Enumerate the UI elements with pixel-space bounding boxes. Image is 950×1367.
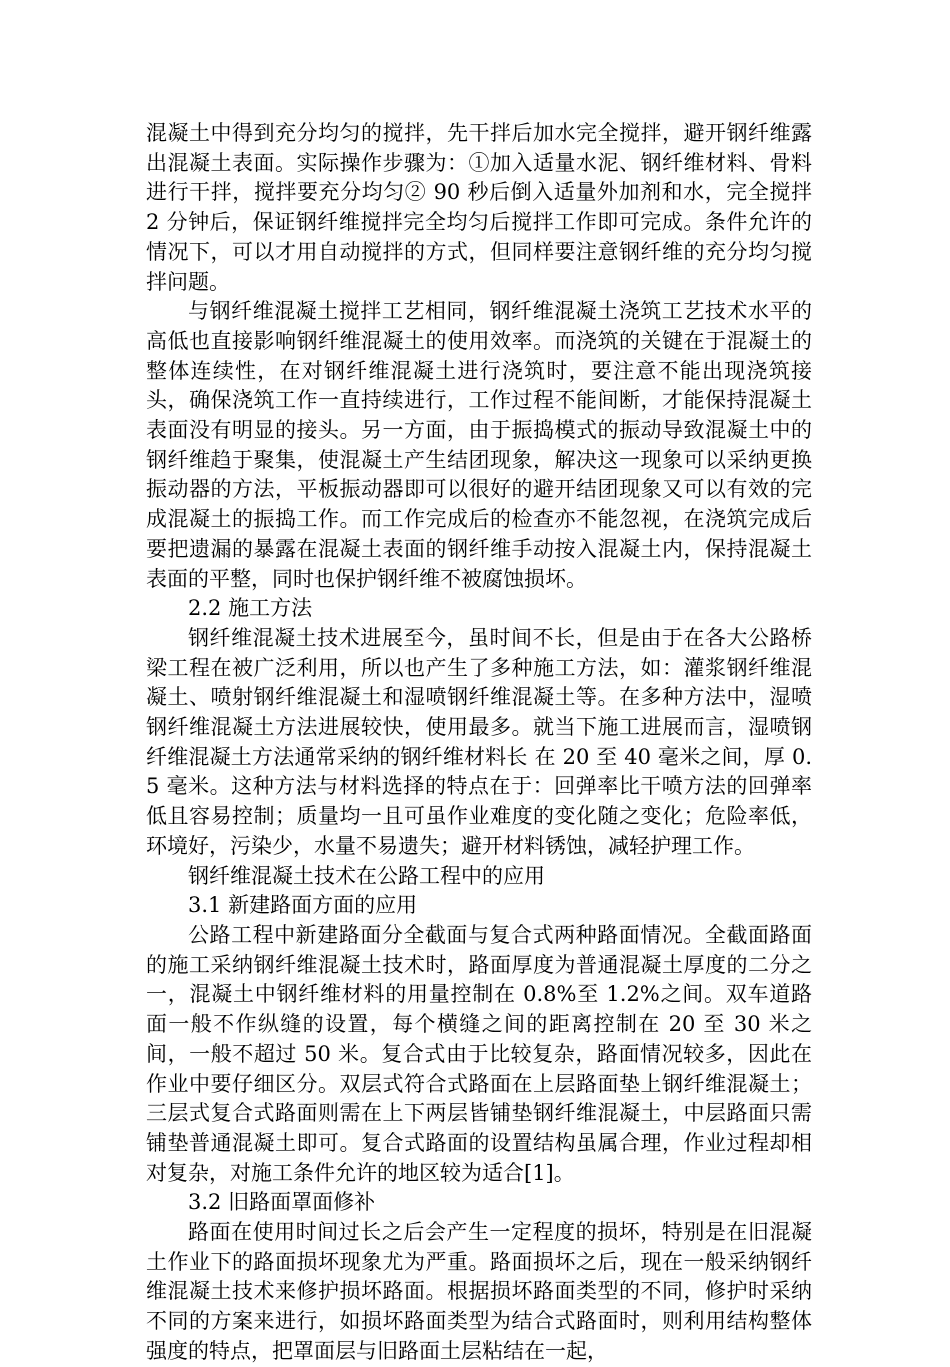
heading-2-2-construction-methods: 2.2 施工方法 — [188, 596, 313, 621]
paragraph-new-pavement: 公路工程中新建路面分全截面与复合式两种路面情况。全截面路面的施工采纳钢纤维混凝土技术时，路面厚度为普通混凝土厚度的二分之一，混凝土中钢纤维材料的用量控制在 0.8%至 1.2%之间。双车道路面一般不作纵缝的设置，每个横缝之间的距离控制在 20 至 30 米之间，一般不超过 50 米。复合式由于比较复杂，路面情况较多，因此在作业中要仔细区分。双层式符合式路面在上层路面垫上钢纤维混凝土；三层式复合式路面则需在上下两层皆铺垫钢纤维混凝土，中层路面只需铺垫普通混凝土即可。复合式路面的设置结构虽属合理，作业过程却相对复杂，对施工条件允许的地区较为适合[1]。 — [146, 922, 812, 1185]
heading-3-application: 钢纤维混凝土技术在公路工程中的应用 — [188, 863, 545, 888]
paragraph-construction-methods: 钢纤维混凝土技术进展至今，虽时间不长，但是由于在各大公路桥梁工程在被广泛利用，所以也产生了多种施工方法，如：灌浆钢纤维混凝土、喷射钢纤维混凝土和湿喷钢纤维混凝土等。在多种方法中，湿喷钢纤维混凝土方法进展较快，使用最多。就当下施工进展而言，湿喷钢纤维混凝土方法通常采纳的钢纤维材料长 在 20 至 40 毫米之间，厚 0. 5 毫米。这种方法与材料选择的特点在于：回弹率比干喷方法的回弹率低且容易控制；质量均一且可虽作业难度的变化随之变化；危险率低，环境好，污染少，水量不易遗失；避开材料锈蚀，减轻护理工作。 — [146, 625, 812, 858]
document-page — [146, 119, 812, 1367]
paragraph-pouring-process: 与钢纤维混凝土搅拌工艺相同，钢纤维混凝土浇筑工艺技术水平的高低也直接影响钢纤维混凝土的使用效率。而浇筑的关键在于混凝土的整体连续性，在对钢纤维混凝土进行浇筑时，要注意不能出现浇筑接头，确保浇筑工作一直持续进行，工作过程不能间断，才能保持混凝土表面没有明显的接头。另一方面，由于振捣模式的振动导致混凝土中的钢纤维趋于聚集，使混凝土产生结团现象，解决这一现象可以采纳更换振动器的方法，平板振动器即可以很好的避开结团现象又可以有效的完成混凝土的振捣工作。而工作完成后的检查亦不能忽视，在浇筑完成后要把遗漏的暴露在混凝土表面的钢纤维手动按入混凝土内，保持混凝土表面的平整，同时也保护钢纤维不被腐蚀损坏。 — [146, 299, 812, 591]
paragraph-mixing-steps: 混凝土中得到充分均匀的搅拌，先干拌后加水完全搅拌，避开钢纤维露出混凝土表面。实际操作步骤为：①加入适量水泥、钢纤维材料、骨料进行干拌，搅拌要充分均匀② 90 秒后倒入适量外加剂和水，完全搅拌 2 分钟后，保证钢纤维搅拌完全均匀后搅拌工作即可完成。条件允许的情况下，可以才用自动搅拌的方式，但同样要注意钢纤维的充分均匀搅拌问题。 — [146, 121, 812, 294]
heading-3-2-old-pavement-repair: 3.2 旧路面罩面修补 — [188, 1190, 376, 1215]
paragraph-old-pavement-repair: 路面在使用时间过长之后会产生一定程度的损坏，特别是在旧混凝土作业下的路面损坏现象尤为严重。路面损坏之后，现在一般采纳钢纤维混凝土技术来修护损坏路面。根据损坏路面类型的不同，修护时采纳不同的方案来进行，如损坏路面类型为结合式路面时，则利用结构整体强度的特点，把罩面层与旧路面土层粘结在一起， — [146, 1220, 812, 1363]
heading-3-1-new-pavement: 3.1 新建路面方面的应用 — [188, 893, 418, 918]
